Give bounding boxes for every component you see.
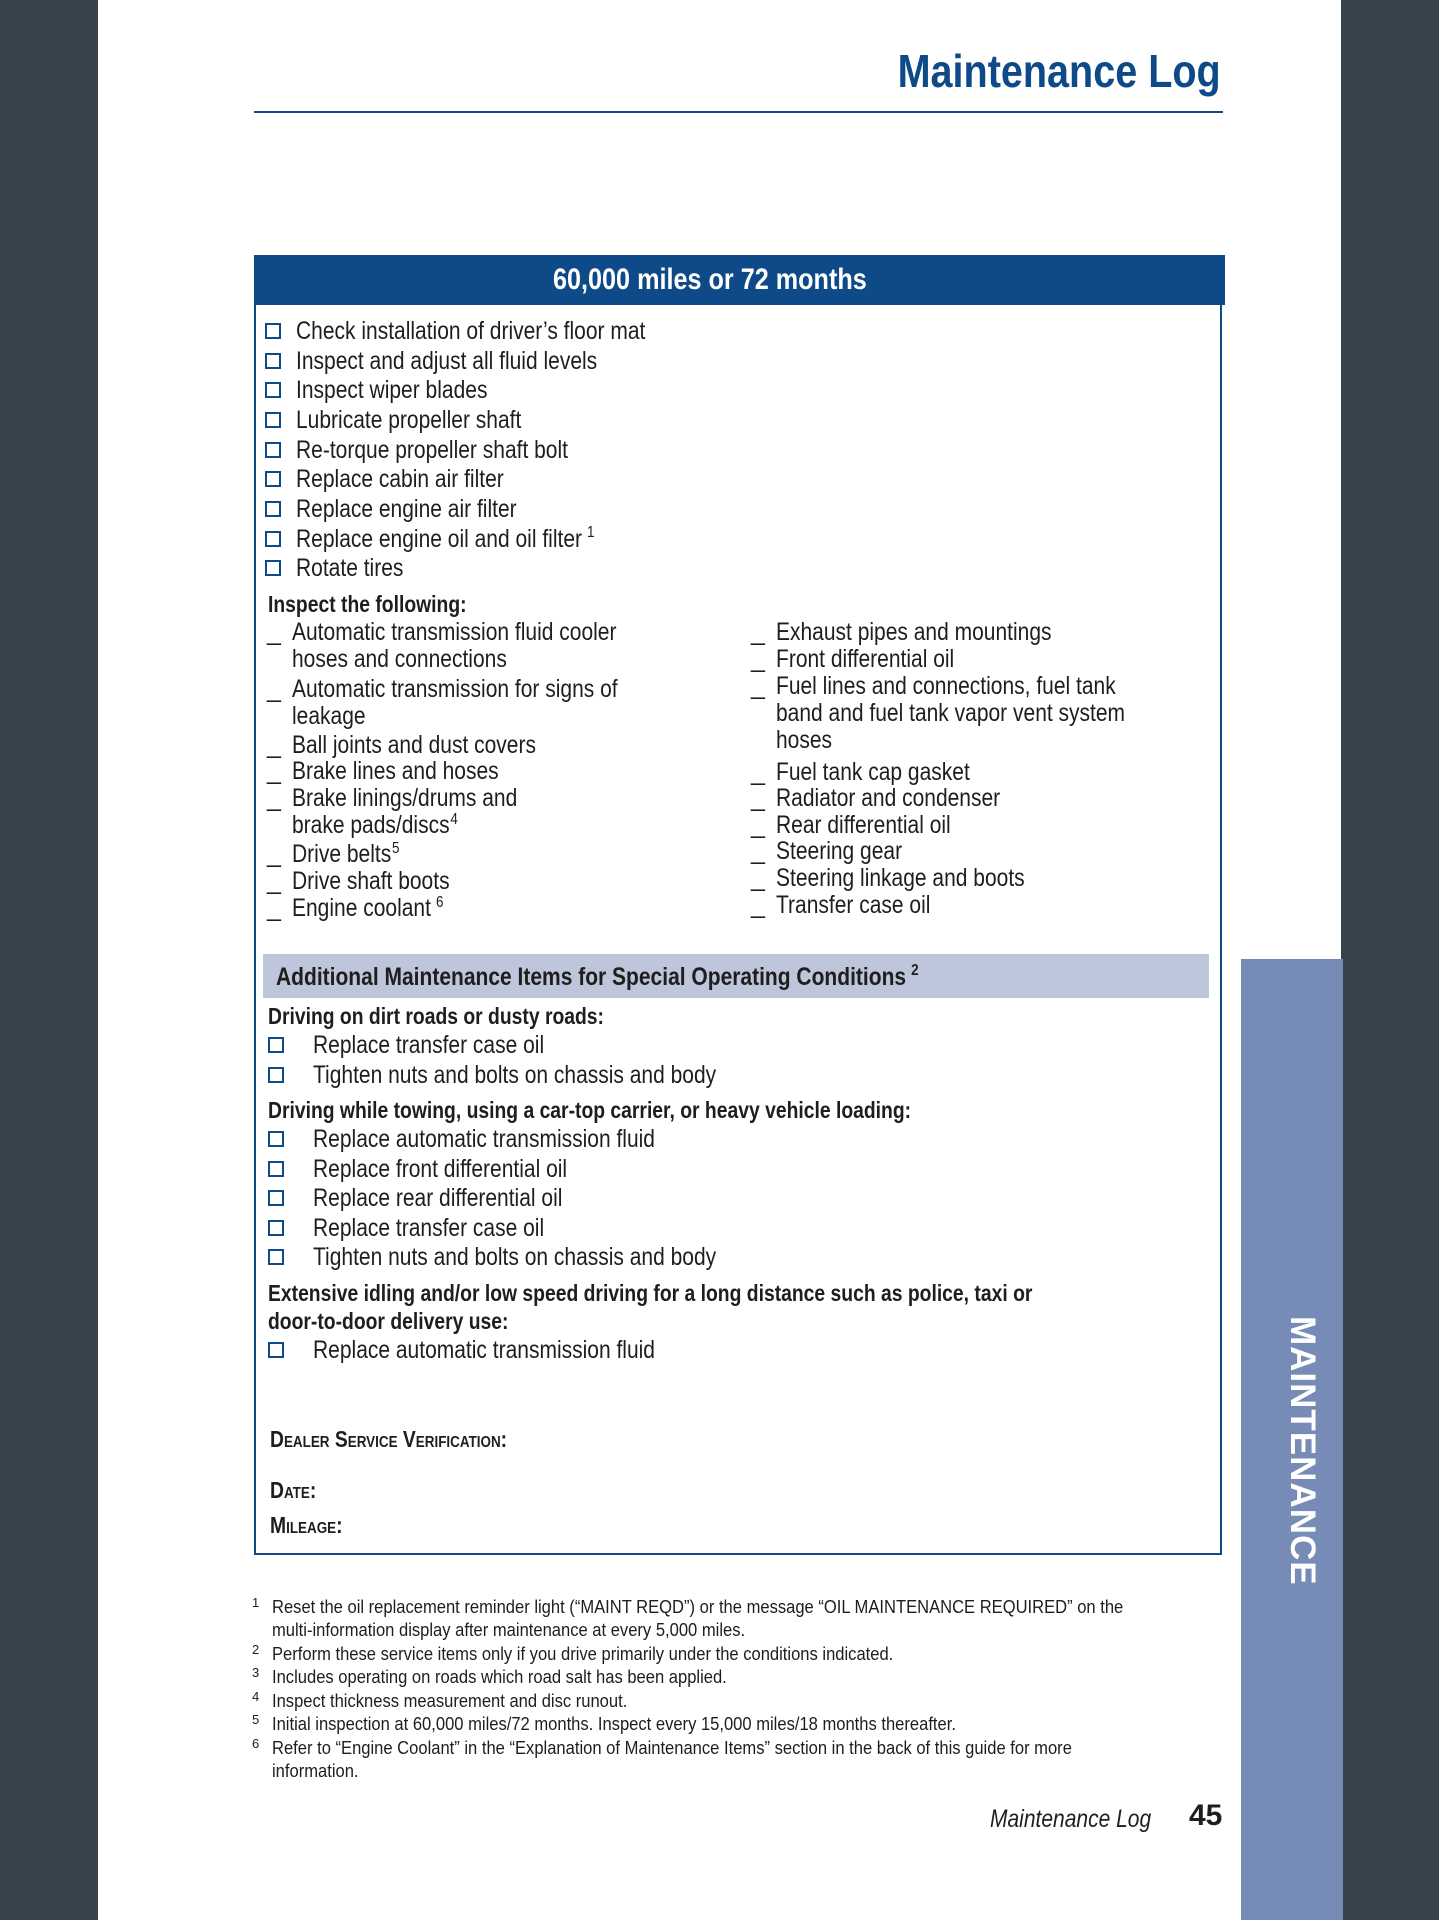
checklist-item[interactable] — [268, 1335, 655, 1365]
checklist-item[interactable] — [265, 316, 646, 346]
condition-heading: Extensive idling and/or low speed driving for a long distance such as police, taxi or door-to-door delivery use: — [268, 1280, 1033, 1334]
checkbox[interactable] — [265, 442, 281, 458]
checklist-item[interactable] — [268, 1242, 717, 1272]
checklist-item-label: Replace engine air filter — [296, 495, 517, 523]
checklist-item-label: Re-torque propeller shaft bolt — [296, 436, 568, 464]
checkbox[interactable] — [265, 323, 281, 339]
dealer-verification-label: Dealer Service Verification: — [270, 1426, 508, 1452]
checklist-item[interactable] — [268, 1213, 545, 1243]
checkbox[interactable] — [265, 471, 281, 487]
checklist-item[interactable] — [268, 1183, 563, 1213]
side-tab-label: MAINTENANCE — [1283, 1316, 1322, 1586]
checkbox[interactable] — [265, 412, 281, 428]
checkbox[interactable] — [268, 1220, 284, 1236]
checklist-item-label: Replace transfer case oil — [313, 1214, 545, 1242]
page-title: Maintenance Log — [897, 45, 1221, 97]
footnote-ref: 5 — [392, 840, 400, 857]
checkbox[interactable] — [268, 1131, 284, 1147]
interval-header — [254, 255, 1225, 305]
checklist-item-label: Check installation of driver’s floor mat — [296, 317, 646, 345]
footer-section-label: Maintenance Log — [990, 1805, 1152, 1833]
checklist-item[interactable] — [265, 405, 522, 435]
checklist-item[interactable] — [265, 375, 488, 405]
checklist-item[interactable] — [268, 1154, 568, 1184]
checklist-item[interactable] — [268, 1124, 655, 1154]
checkbox[interactable] — [268, 1190, 284, 1206]
checklist-item-label: Tighten nuts and bolts on chassis and body — [313, 1061, 717, 1089]
checklist-item-label: Replace automatic transmission fluid — [313, 1125, 655, 1153]
checklist-item[interactable] — [265, 494, 517, 524]
footnote-ref: 4 — [450, 811, 458, 828]
footnote-ref: 6 — [435, 894, 444, 911]
checklist-item-label: Rotate tires — [296, 554, 404, 582]
checklist-item[interactable] — [265, 464, 504, 494]
condition-heading: Driving while towing, using a car-top carrier, or heavy vehicle loading: — [268, 1097, 912, 1123]
interval-title: 60,000 miles or 72 months — [552, 263, 867, 296]
checkbox[interactable] — [268, 1342, 284, 1358]
checklist-item[interactable] — [265, 524, 595, 554]
page-number: 45 — [1189, 1799, 1223, 1832]
checkbox[interactable] — [268, 1249, 284, 1265]
checklist-item[interactable] — [265, 346, 598, 376]
checklist-item[interactable] — [268, 1060, 717, 1090]
footnote-ref: 2 — [911, 962, 919, 979]
checklist-item-label: Replace automatic transmission fluid — [313, 1336, 655, 1364]
mileage-label: Mileage: — [270, 1512, 343, 1538]
checkbox[interactable] — [268, 1037, 284, 1053]
checklist-item-label: Replace transfer case oil — [313, 1031, 545, 1059]
checkbox[interactable] — [268, 1067, 284, 1083]
checklist-item-label: Inspect wiper blades — [296, 376, 488, 404]
checklist-item[interactable] — [265, 435, 568, 465]
checklist-item-label: Replace rear differential oil — [313, 1184, 563, 1212]
checklist-item-label: Inspect and adjust all fluid levels — [296, 347, 598, 375]
checkbox[interactable] — [268, 1161, 284, 1177]
additional-maintenance-title: Additional Maintenance Items for Special Operating Conditions $^2$ — [276, 962, 919, 991]
checklist-item[interactable] — [268, 1030, 545, 1060]
checkbox[interactable] — [265, 560, 281, 576]
title-divider — [254, 111, 1223, 113]
checklist-item-label: Replace engine oil and oil filter $^1$ — [296, 524, 595, 553]
checkbox[interactable] — [265, 501, 281, 517]
checklist-item[interactable] — [265, 553, 404, 583]
checklist-item-label: Replace cabin air filter — [296, 465, 504, 493]
checklist-item-label: Lubricate propeller shaft — [296, 406, 522, 434]
condition-heading: Driving on dirt roads or dusty roads: — [268, 1003, 604, 1029]
checkbox[interactable] — [265, 382, 281, 398]
checkbox[interactable] — [265, 353, 281, 369]
checkbox[interactable] — [265, 531, 281, 547]
checklist-item-label: Replace front differential oil — [313, 1155, 568, 1183]
date-label: Date: — [270, 1477, 317, 1503]
footnote-ref: 1 — [587, 524, 595, 541]
checklist-item-label: Tighten nuts and bolts on chassis and body — [313, 1243, 717, 1271]
inspect-heading: Inspect the following: — [268, 591, 467, 617]
